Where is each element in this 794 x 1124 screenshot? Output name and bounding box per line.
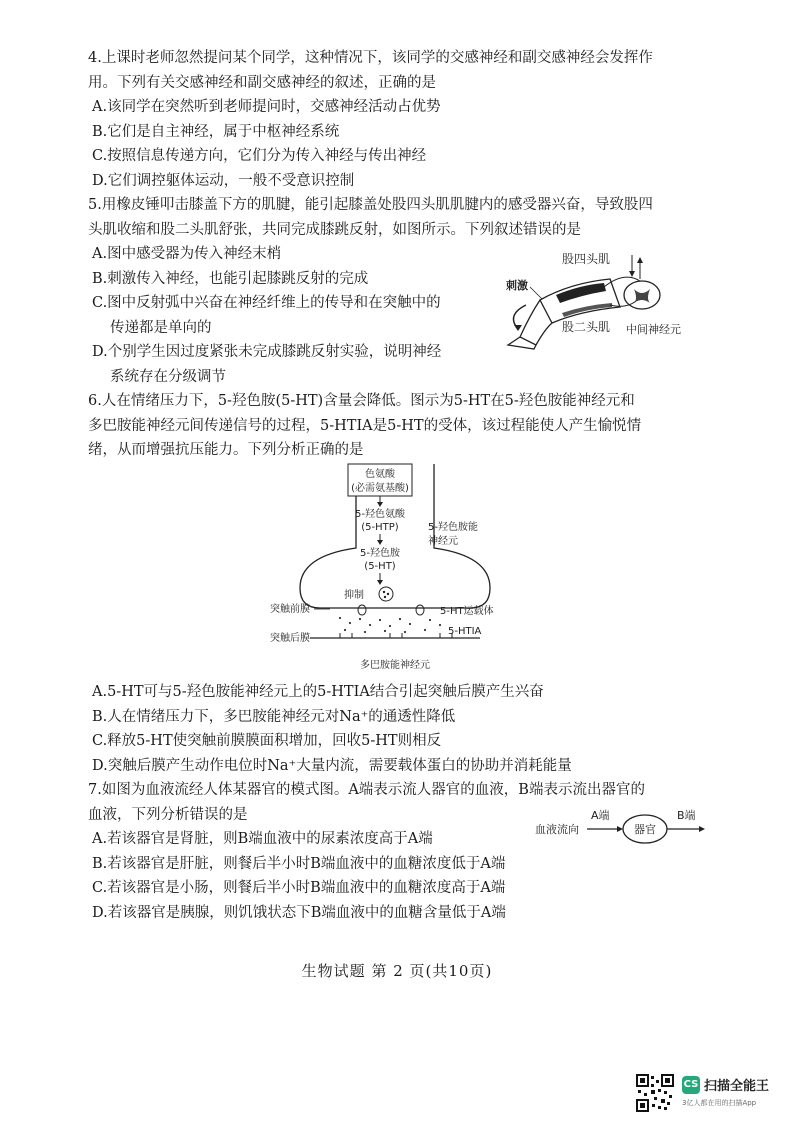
label-pre-membrane: 突触前膜 xyxy=(270,604,310,615)
knee-reflex-figure xyxy=(500,245,725,357)
biceps-muscle xyxy=(562,303,612,317)
q7-stem-line-1: 7.如图为血液流经人体某器官的模式图。A端表示流人器官的血液，B端表示流出器官的 xyxy=(88,782,645,798)
synapse-figure xyxy=(270,460,520,675)
q5-option-a: A.图中感受器为传入神经末梢 xyxy=(92,246,282,262)
scanner-watermark xyxy=(636,1074,786,1114)
q4-option-b: B.它们是自主神经，属于中枢神经系统 xyxy=(92,123,340,140)
question-6 xyxy=(88,389,728,463)
transporter-right xyxy=(416,605,424,615)
cleft-dots xyxy=(339,617,441,633)
arrow-3-head xyxy=(377,580,383,585)
q4-option-a: A.该同学在突然听到老师提问时，交感神经活动占优势 xyxy=(92,99,441,115)
vesicle-dot-1 xyxy=(383,591,385,593)
inhibit-label: 抑制 xyxy=(344,590,364,601)
q4-stem-line-2: 用。下列有关交感神经和副交感神经的叙述，正确的是 xyxy=(88,74,436,91)
neuron-label-line-2: 神经元 xyxy=(428,536,458,547)
label-organ: 器官 xyxy=(634,823,656,836)
arrow-up-head xyxy=(637,257,643,263)
inflow-arrow-head xyxy=(617,826,623,832)
q4-option-d: D.它们调控躯体运动，一般不受意识控制 xyxy=(92,172,355,189)
label-quadriceps: 股四头肌 xyxy=(562,252,611,266)
outflow-arrow-head xyxy=(699,826,705,832)
q7-option-d: D.若该器官是胰腺，则饥饿状态下B端血液中的血糖含量低于A端 xyxy=(92,904,506,921)
box-tryptophan-line-2: (必需氨基酸) xyxy=(351,483,409,494)
q7-option-a: A.若该器官是肾脏，则B端血液中的尿素浓度高于A端 xyxy=(92,831,433,847)
q6-option-c: C.释放5-HT使突触前膜膜面积增加，回收5-HT则相反 xyxy=(92,733,442,749)
label-dopamine-neuron: 多巴胺能神经元 xyxy=(360,660,430,671)
box-5htp-line-2: (5-HTP) xyxy=(361,522,399,533)
box-tryptophan-line-1: 色氨酸 xyxy=(365,469,395,480)
label-biceps: 股二头肌 xyxy=(562,320,611,334)
label-b-end: B端 xyxy=(677,809,696,822)
organ-flow-figure xyxy=(535,805,715,850)
receptor-1 xyxy=(340,633,352,638)
q4-option-c: C.按照信息传递方向，它们分为传入神经与传出神经 xyxy=(92,148,427,164)
question-6-options xyxy=(88,680,728,778)
cs-logo: CS xyxy=(682,1076,700,1094)
arrow-1-head xyxy=(377,502,383,507)
arrow-2-head xyxy=(377,540,383,545)
label-post-membrane: 突触后膜 xyxy=(270,633,310,644)
q7-option-c: C.若该器官是小肠，则餐后半小时B端血液中的血糖浓度高于A端 xyxy=(92,880,506,896)
q6-stem-line-2: 多巴胺能神经元间传递信号的过程，5-HTIA是5-HT的受体，该过程能使人产生愉悦情 xyxy=(88,417,642,434)
label-transporter: 5-HT运载体 xyxy=(440,606,494,617)
neuron-label-line-1: 5-羟色胺能 xyxy=(428,522,478,533)
q6-stem-line-1: 6.人在情绪压力下，5-羟色胺(5-HT)含量会降低。图示为5-HT在5-羟色胺能神经元和 xyxy=(88,393,635,409)
qr-code-icon xyxy=(636,1074,674,1112)
q5-option-d: D.个别学生因过度紧张未完成膝跳反射实验，说明神经 xyxy=(92,344,442,360)
brand-tagline: 3亿人都在用的扫描App xyxy=(682,1099,757,1107)
shin-outline xyxy=(520,300,552,345)
vesicle xyxy=(379,587,393,601)
receptor-2 xyxy=(390,633,402,638)
box-5ht-line-1: 5-羟色胺 xyxy=(360,548,400,559)
q5-stem-line-2: 头肌收缩和股二头肌舒张，共同完成膝跳反射，如图所示。下列叙述错误的是 xyxy=(88,221,581,238)
arrow-down-head xyxy=(629,271,635,277)
thigh-outline xyxy=(540,279,620,323)
brand-name: 扫描全能王 xyxy=(704,1079,770,1094)
vesicle-dot-3 xyxy=(384,596,386,598)
vesicle-dot-2 xyxy=(387,593,389,595)
q6-option-d: D.突触后膜产生动作电位时Na⁺大量内流，需要载体蛋白的协助并消耗能量 xyxy=(92,757,572,774)
q5-option-d-cont: 系统存在分级调节 xyxy=(110,368,226,385)
q5-option-b: B.刺激传入神经，也能引起膝跳反射的完成 xyxy=(92,270,369,287)
label-stimulus: 刺激 xyxy=(506,279,528,292)
gray-matter xyxy=(634,289,650,303)
q5-option-c: C.图中反射弧中兴奋在神经纤维上的传导和在突触中的 xyxy=(92,295,441,311)
question-7 xyxy=(88,778,728,925)
label-flow: 血液流向 xyxy=(535,823,579,836)
box-5ht-line-2: (5-HT) xyxy=(364,561,396,572)
q5-option-c-cont: 传递都是单向的 xyxy=(110,319,212,336)
stimulus-pointer xyxy=(530,287,542,299)
transporter-left xyxy=(358,605,366,615)
question-4 xyxy=(88,46,728,193)
q4-stem-line-1: 4.上课时老师忽然提问某个同学，这种情况下，该同学的交感神经和副交感神经会发挥作 xyxy=(88,50,653,66)
q5-stem-line-1: 5.用橡皮锤叩击膝盖下方的肌腱，能引起膝盖处股四头肌肌腱内的感受器兴奋，导致股四 xyxy=(88,197,653,213)
q6-stem-line-3: 绪，从而增强抗压能力。下列分析正确的是 xyxy=(88,442,364,458)
hammer-arrow-head xyxy=(514,325,522,331)
q7-option-b: B.若该器官是肝脏，则餐后半小时B端血液中的血糖浓度低于A端 xyxy=(92,855,506,872)
q6-option-a: A.5-HT可与5-羟色胺能神经元上的5-HTIA结合引起突触后膜产生兴奋 xyxy=(92,684,544,700)
label-receptor: 5-HTIA xyxy=(448,626,482,637)
label-a-end: A端 xyxy=(591,809,610,822)
label-interneuron: 中间神经元 xyxy=(626,323,681,336)
quadriceps-muscle xyxy=(556,283,606,303)
box-5htp-line-1: 5-羟色氨酸 xyxy=(355,509,405,520)
q7-stem-line-2: 血液，下列分析错误的是 xyxy=(88,806,248,823)
page-footer: 生物试题 第 2 页(共10页) xyxy=(301,962,493,980)
q6-option-b: B.人在情绪压力下，多巴胺能神经元对Na⁺的通透性降低 xyxy=(92,708,456,725)
